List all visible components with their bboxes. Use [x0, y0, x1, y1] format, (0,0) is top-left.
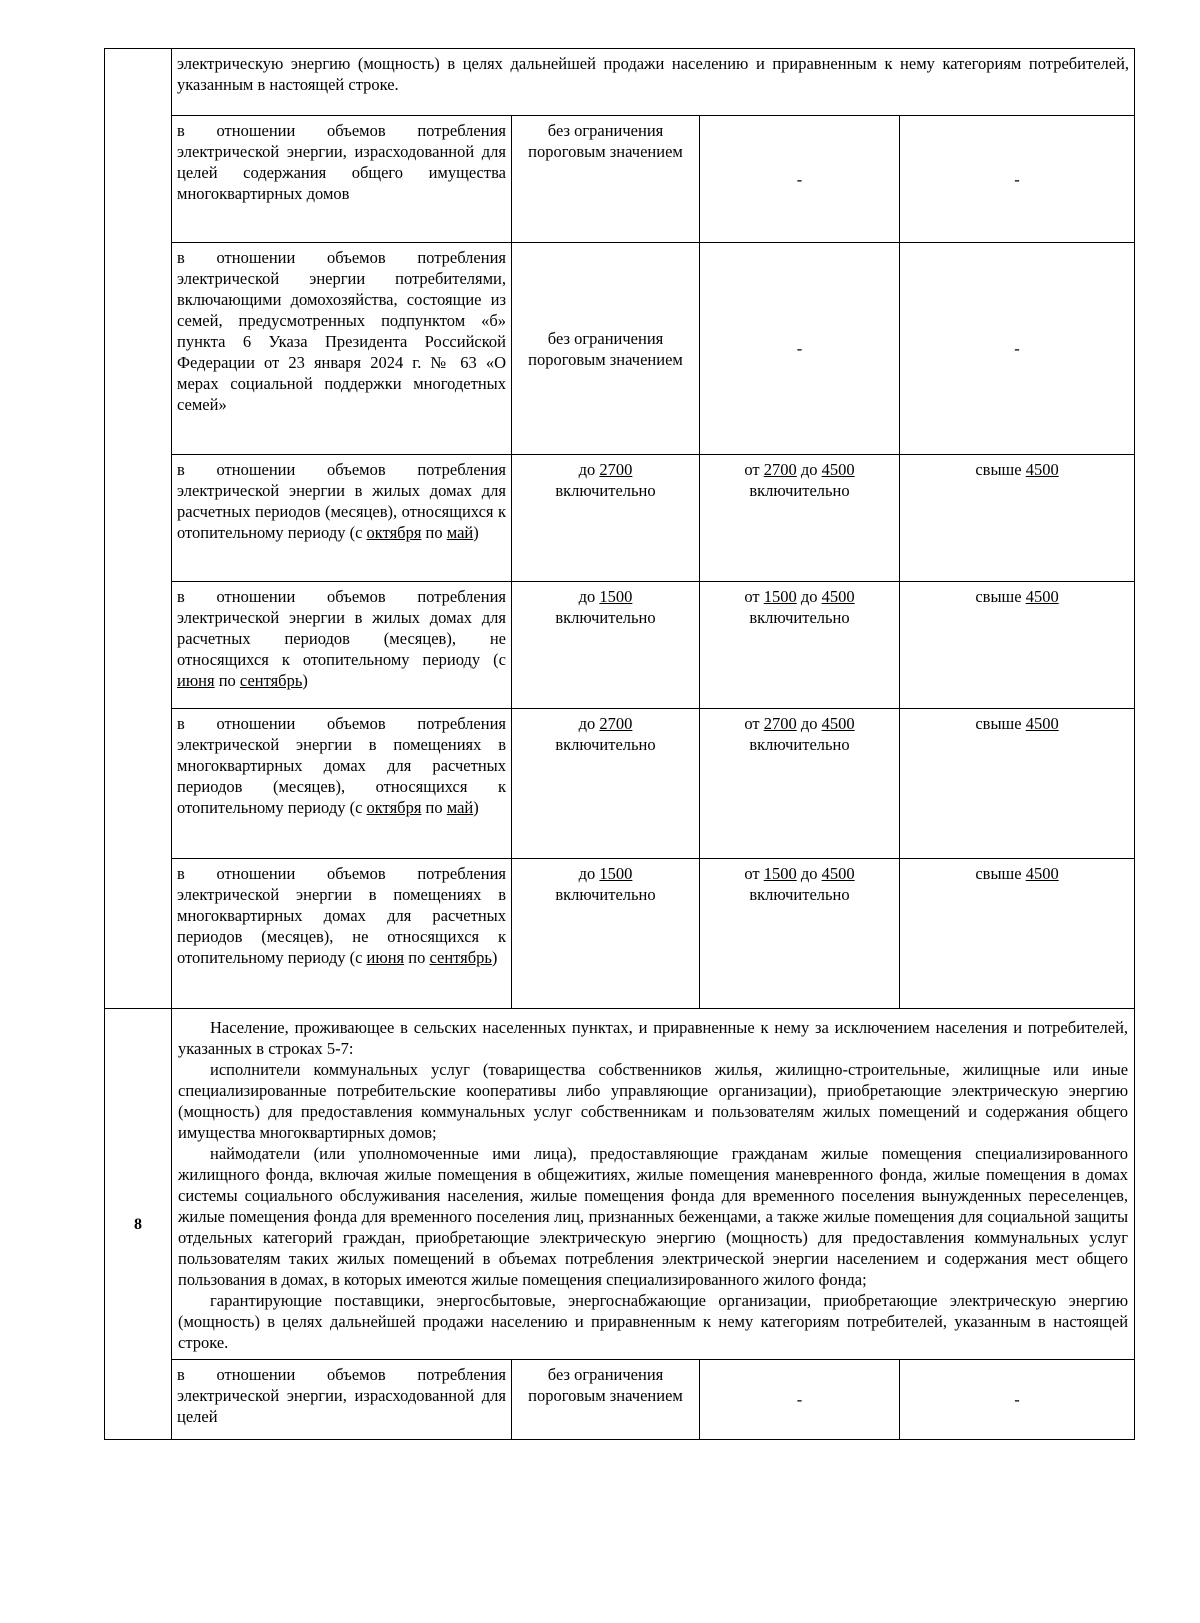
row-8-header [105, 1009, 1135, 1360]
range-to-word: до [800, 714, 818, 733]
period-to: сентябрь [429, 948, 492, 967]
threshold-col3 [900, 859, 1135, 1009]
table-row [105, 859, 1135, 1009]
period-mid: по [425, 798, 443, 817]
range-to-word: до [800, 864, 818, 883]
range-suffix: включительно [555, 481, 656, 500]
range-prefix: свыше [975, 587, 1022, 606]
period-from: июня [366, 948, 405, 967]
description-main: в отношении объемов потребления электрической энергии в помещениях в многоквартирных домах для расчетных периодов (месяцев), не относящихся к отопительному периоду [177, 864, 506, 967]
range-from: 2700 [763, 714, 797, 733]
row-description [172, 582, 512, 709]
row-description [172, 455, 512, 582]
range-prefix: до [578, 714, 596, 733]
range-suffix: включительно [749, 608, 850, 627]
range-suffix: включительно [749, 735, 850, 754]
threshold-col3 [900, 582, 1135, 709]
period-prefix: (с [349, 948, 363, 967]
row-description [172, 709, 512, 859]
range-prefix: до [578, 587, 596, 606]
table-row [105, 243, 1135, 455]
threshold-col3 [900, 455, 1135, 582]
range-value: 4500 [1025, 587, 1059, 606]
period-to: май [446, 798, 474, 817]
period-from: июня [177, 671, 215, 690]
range-to-word: до [800, 460, 818, 479]
threshold-col1: без ограничения пороговым значением [512, 243, 700, 455]
range-prefix: до [578, 460, 596, 479]
row-number-cell-empty [105, 49, 172, 1009]
range-value: 4500 [1025, 714, 1059, 733]
row-description [172, 859, 512, 1009]
period-prefix: (с [349, 523, 363, 542]
range-to: 4500 [821, 460, 855, 479]
threshold-col1 [512, 709, 700, 859]
range-suffix: включительно [555, 735, 656, 754]
row-description: в отношении объемов потребления электрической энергии, израсходованной для целей [172, 1360, 512, 1440]
table-row [105, 116, 1135, 243]
period-mid: по [218, 671, 236, 690]
threshold-col1: без ограничения пороговым значением [512, 116, 700, 243]
range-to: 4500 [821, 587, 855, 606]
range-to: 4500 [821, 864, 855, 883]
table-row [105, 709, 1135, 859]
range-value: 4500 [1025, 460, 1059, 479]
range-from-word: от [744, 864, 760, 883]
period-from: октября [366, 798, 422, 817]
range-suffix: включительно [555, 608, 656, 627]
range-from-word: от [744, 714, 760, 733]
range-from: 1500 [763, 587, 797, 606]
table-row [105, 1360, 1135, 1440]
threshold-col2 [700, 455, 900, 582]
row-description: в отношении объемов потребления электрической энергии, израсходованной для целей содержания общего имущества многоквартирных домов [172, 116, 512, 243]
period-to: сентябрь [239, 671, 303, 690]
threshold-col2 [700, 859, 900, 1009]
threshold-col3: - [900, 243, 1135, 455]
range-value: 1500 [599, 864, 633, 883]
description-main: в отношении объемов потребления электрической энергии в жилых домах для расчетных периодов (месяцев), относящихся к отопительному периоду [177, 460, 506, 542]
period-prefix: (с [349, 798, 363, 817]
range-suffix: включительно [749, 481, 850, 500]
range-value: 2700 [599, 460, 633, 479]
description-main: в отношении объемов потребления электрической энергии в помещениях в многоквартирных домах для расчетных периодов (месяцев), относящихся к отопительному периоду [177, 714, 506, 817]
range-value: 4500 [1025, 864, 1059, 883]
continued-text-row [105, 49, 1135, 116]
threshold-col2: - [700, 1360, 900, 1440]
paragraph: исполнители коммунальных услуг (товарищества собственников жилья, жилищно-строительные, жилищные или иные специализированные потребительские кооперативы либо управляющие организации), приобретающие электрическую энергию (мощность) для предоставления коммунальных услуг собственникам и пользователям жилых помещений и содержания общего имущества многоквартирных домов; [178, 1060, 1129, 1142]
threshold-col2 [700, 709, 900, 859]
period-suffix: ) [302, 671, 308, 690]
threshold-col1 [512, 859, 700, 1009]
range-from: 2700 [763, 460, 797, 479]
table-row [105, 455, 1135, 582]
row-8-text [172, 1009, 1135, 1360]
threshold-col1 [512, 455, 700, 582]
paragraph: наймодатели (или уполномоченные ими лица), предоставляющие гражданам жилые помещения специализированного жилищного фонда, включая жилые помещения в общежитиях, жилые помещения маневренного фонда, жилые помещения в домах системы социального обслуживания населения, жилые помещения фонда для временного поселения вынужденных переселенцев, жилые помещения фонда для временного поселения лиц, признанных беженцами, а также жилые помещения для социальной защиты отдельных категорий граждан, приобретающие электрическую энергию (мощность) для предоставления коммунальных услуг пользователям таких жилых помещений в объемах потребления электрической энергии населением и содержания мест общего пользования в домах, в которых имеются жилые помещения специализированного жилого фонда; [178, 1144, 1129, 1289]
range-suffix: включительно [749, 885, 850, 904]
period-suffix: ) [473, 798, 479, 817]
table-row [105, 582, 1135, 709]
period-suffix: ) [491, 948, 498, 967]
threshold-col1 [512, 582, 700, 709]
range-prefix: свыше [975, 714, 1022, 733]
period-to: май [446, 523, 474, 542]
paragraph: Население, проживающее в сельских населенных пунктах, и приравненные к нему за исключением населения и потребителей, указанных в строках 5-7: [178, 1018, 1129, 1058]
period-mid: по [408, 948, 426, 967]
description-main: в отношении объемов потребления электрической энергии в жилых домах для расчетных периодов (месяцев), не относящихся к отопительному периоду [177, 587, 506, 669]
range-prefix: свыше [975, 864, 1022, 883]
range-to: 4500 [821, 714, 855, 733]
period-suffix: ) [473, 523, 479, 542]
row-number: 8 [105, 1009, 172, 1440]
row-description: в отношении объемов потребления электрической энергии потребителями, включающими домохозяйства, состоящие из семей, предусмотренных подпунктом «б» пункта 6 Указа Президента Российской Федерации от 23 января 2024 г. № 63 «О мерах социальной поддержки многодетных семей» [172, 243, 512, 455]
threshold-col1: без ограничения пороговым значением [512, 1360, 700, 1440]
threshold-col2 [700, 582, 900, 709]
threshold-col2: - [700, 243, 900, 455]
period-from: октября [366, 523, 422, 542]
continued-text: электрическую энергию (мощность) в целях дальнейшей продажи населению и приравненным к нему категориям потребителей, указанным в настоящей строке. [172, 49, 1135, 116]
period-mid: по [425, 523, 443, 542]
paragraph: гарантирующие поставщики, энергосбытовые, энергоснабжающие организации, приобретающие электрическую энергию (мощность) в целях дальнейшей продажи населению и приравненным к нему категориям потребителей, указанным в настоящей строке. [178, 1291, 1129, 1352]
range-suffix: включительно [555, 885, 656, 904]
range-to-word: до [800, 587, 818, 606]
range-from-word: от [744, 587, 760, 606]
threshold-col2: - [700, 116, 900, 243]
range-from: 1500 [763, 864, 797, 883]
range-value: 1500 [599, 587, 633, 606]
threshold-col3: - [900, 1360, 1135, 1440]
threshold-col3 [900, 709, 1135, 859]
period-prefix: (с [493, 650, 506, 669]
range-from-word: от [744, 460, 760, 479]
range-prefix: свыше [975, 460, 1022, 479]
tariff-table [104, 48, 1135, 1440]
range-prefix: до [578, 864, 596, 883]
range-value: 2700 [599, 714, 633, 733]
threshold-col3: - [900, 116, 1135, 243]
